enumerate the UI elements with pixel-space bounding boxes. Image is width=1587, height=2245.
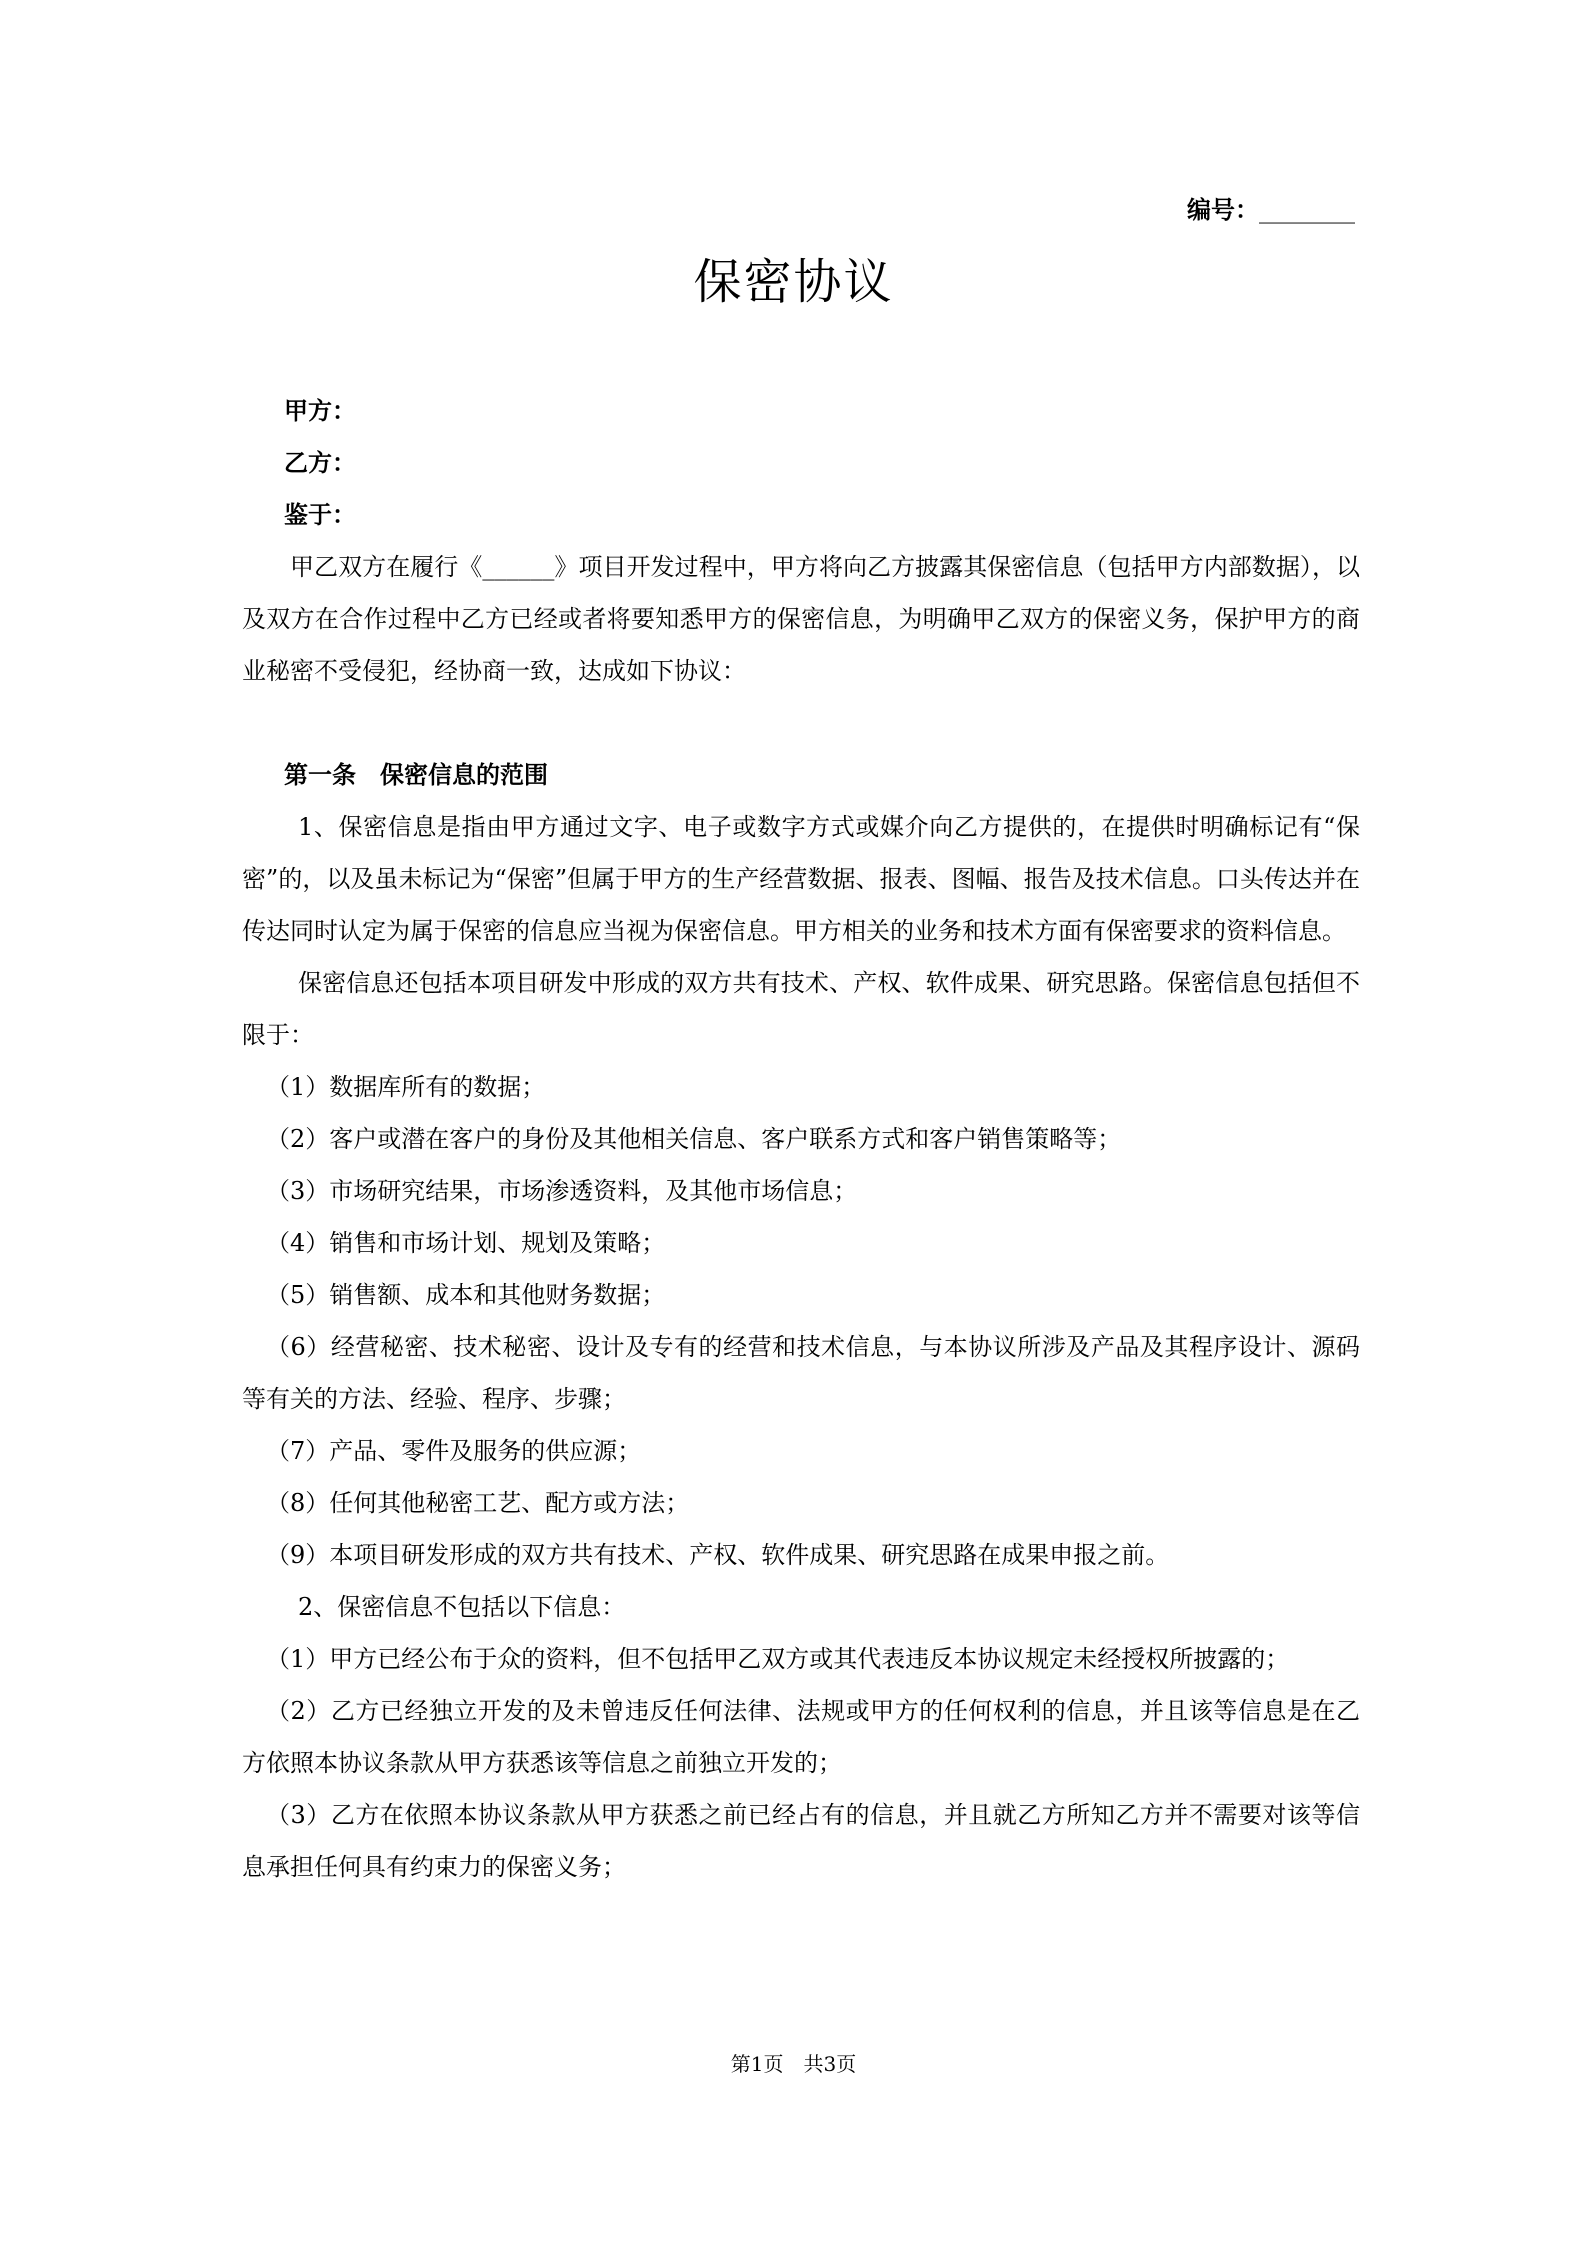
serial-blank: ________ [1259, 196, 1355, 224]
list-item: （9）本项目研发形成的双方共有技术、产权、软件成果、研究思路在成果申报之前。 [266, 1541, 1170, 1569]
article-1-heading: 第一条 保密信息的范围 [284, 760, 548, 789]
list-item: （1）数据库所有的数据； [266, 1073, 546, 1101]
list-item: （6）经营秘密、技术秘密、设计及专有的经营和技术信息，与本协议所涉及产品及其程序设计、源码等有关的方法、经验、程序、步骤； [242, 1333, 1360, 1413]
serial-number [1187, 190, 1355, 225]
list-item: （4）销售和市场计划、规划及策略； [266, 1229, 666, 1257]
list-item: （2）客户或潜在客户的身份及其他相关信息、客户联系方式和客户销售策略等； [266, 1125, 1122, 1153]
list-item: （3）市场研究结果，市场渗透资料，及其他市场信息； [266, 1177, 858, 1205]
exclusion-item: （1）甲方已经公布于众的资料，但不包括甲乙双方或其代表违反本协议规定未经授权所披露的； [266, 1645, 1290, 1673]
serial-label: 编号： [1187, 195, 1259, 224]
document-body [242, 385, 1360, 1893]
party-a-label: 甲方： [284, 396, 356, 425]
whereas-label: 鉴于： [284, 500, 356, 529]
clause-2-paragraph: 2、保密信息不包括以下信息： [298, 1593, 626, 1621]
spacer [242, 697, 1360, 749]
list-item: （5）销售额、成本和其他财务数据； [266, 1281, 666, 1309]
clause-1-paragraph: 1、保密信息是指由甲方通过文字、电子或数字方式或媒介向乙方提供的，在提供时明确标记有“保密”的，以及虽未标记为“保密”但属于甲方的生产经营数据、报表、图幅、报告及技术信息。口头传达并在传达同时认定为属于保密的信息应当视为保密信息。甲方相关的业务和技术方面有保密要求的资料信息。 [242, 813, 1360, 945]
document-title: 保密协议 [693, 254, 894, 310]
page-footer: 第1页 共3页 [730, 2052, 857, 2076]
preamble-paragraph: 甲乙双方在履行《______》项目开发过程中，甲方将向乙方披露其保密信息（包括甲方内部数据），以及双方在合作过程中乙方已经或者将要知悉甲方的保密信息，为明确甲乙双方的保密义务，保护甲方的商业秘密不受侵犯，经协商一致，达成如下协议： [242, 553, 1360, 685]
list-item: （8）任何其他秘密工艺、配方或方法； [266, 1489, 690, 1517]
party-b-label: 乙方： [284, 448, 356, 477]
clause-1-extra-paragraph: 保密信息还包括本项目研发中形成的双方共有技术、产权、软件成果、研究思路。保密信息包括但不限于： [242, 969, 1360, 1049]
exclusion-item: （3）乙方在依照本协议条款从甲方获悉之前已经占有的信息，并且就乙方所知乙方并不需要对该等信息承担任何具有约束力的保密义务； [242, 1801, 1360, 1881]
exclusion-item: （2）乙方已经独立开发的及未曾违反任何法律、法规或甲方的任何权利的信息，并且该等信息是在乙方依照本协议条款从甲方获悉该等信息之前独立开发的； [242, 1697, 1360, 1777]
list-item: （7）产品、零件及服务的供应源； [266, 1437, 642, 1465]
